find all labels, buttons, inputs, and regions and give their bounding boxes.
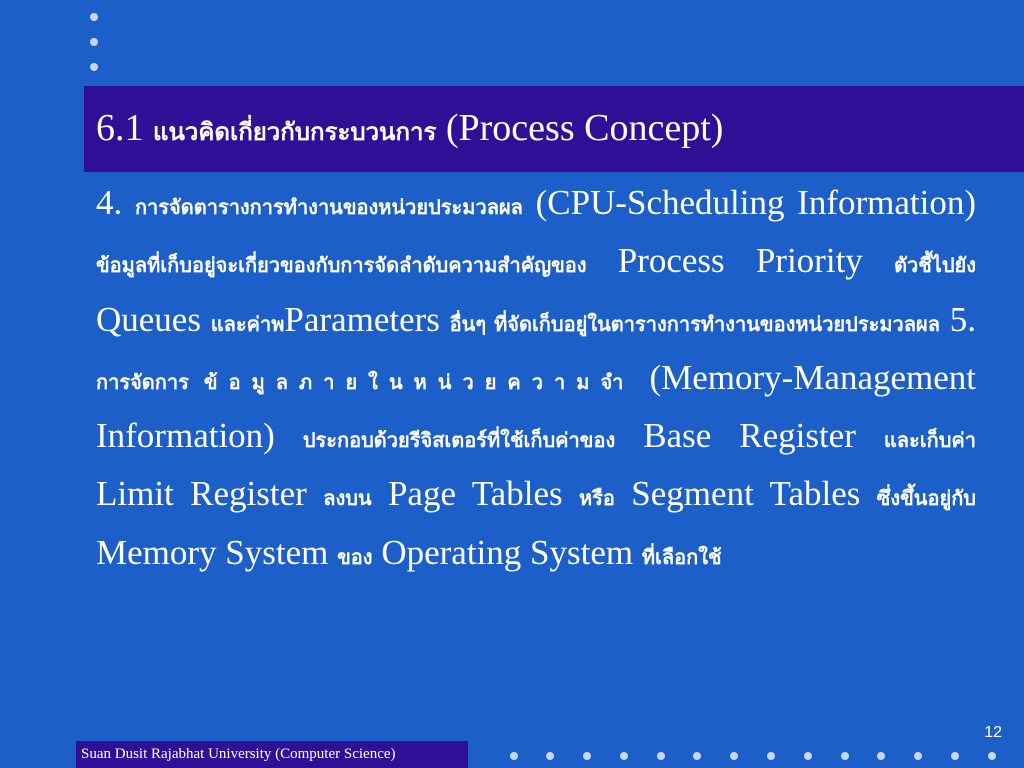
body-text: อื่นๆ ที่จัดเก็บอยู่ในตารางการทำงานของหน่วยประมวลผล [449,311,940,336]
decor-dot [951,752,959,760]
title-english: (Process Concept) [436,107,724,149]
footer-box [76,741,468,768]
body-text: (CPU-Scheduling Information) [522,183,976,222]
decor-dot [730,752,738,760]
body-text: 5. [939,299,976,339]
body-text: Operating System [372,532,642,572]
body-text: ข้อมูลที่เก็บอยู่จะเกี่ยวของกับการจัดลำดับความสำคัญของ [96,253,587,278]
decor-dot [767,752,775,760]
decor-dot [620,752,628,760]
body-text: Limit Register [96,474,324,514]
body-text: ประกอบด้วยรีจิสเตอร์ที่ใช้เก็บค่าของ [302,428,616,453]
decor-dot [877,752,885,760]
body-text: การจัดตารางการทำงานของหน่วยประมวลผล [134,195,523,219]
title-thai: แนวคิดเกี่ยวกับกระบวนการ [153,118,437,146]
page-number: 12 [984,724,1002,741]
decor-dot [510,752,518,760]
decor-dot [90,38,98,46]
body-text: Page Tables [371,474,579,514]
decor-dot [90,63,98,71]
body-text: หรือ [578,486,615,511]
body-paragraph [96,176,976,584]
title-number: 6.1 [96,107,153,149]
decor-dot [841,752,849,760]
body-text: Parameters [284,299,450,339]
body-text: ที่เลือกใช้ [641,544,722,569]
decor-dot [693,752,701,760]
footer-text: Suan Dusit Rajabhat University (Computer Science) [81,746,396,762]
body-text: ของ [337,544,373,569]
body-text: ลงบน [323,486,372,511]
decor-dot [583,752,591,760]
body-text: Base Register [615,416,884,456]
decor-dot [988,752,996,760]
title-bar [84,86,1024,172]
body-text: การจัดการ [96,369,189,394]
body-text: และเก็บค่า [883,428,976,453]
body-text: (Memory-Management Information) [96,357,976,456]
body-text: ข้อมูลภายในหน่วยความจำ [203,369,635,394]
decor-dot [914,752,922,760]
decor-dot [90,13,98,21]
body-text: Memory System [96,532,338,572]
slide-title [96,106,723,151]
decor-dot [546,752,554,760]
body-text: และค่าพ [210,311,285,336]
body-text: Segment Tables [614,474,877,514]
body-text: Queues [96,299,211,339]
body-text: Process Priority [586,241,894,281]
decor-dot [804,752,812,760]
body-text: ตัวชี้ไปยัง [893,253,976,278]
decor-dot [657,752,665,760]
body-text: ซึ่งขึ้นอยู่กับ [876,486,976,511]
body-text: 4. [96,183,135,222]
